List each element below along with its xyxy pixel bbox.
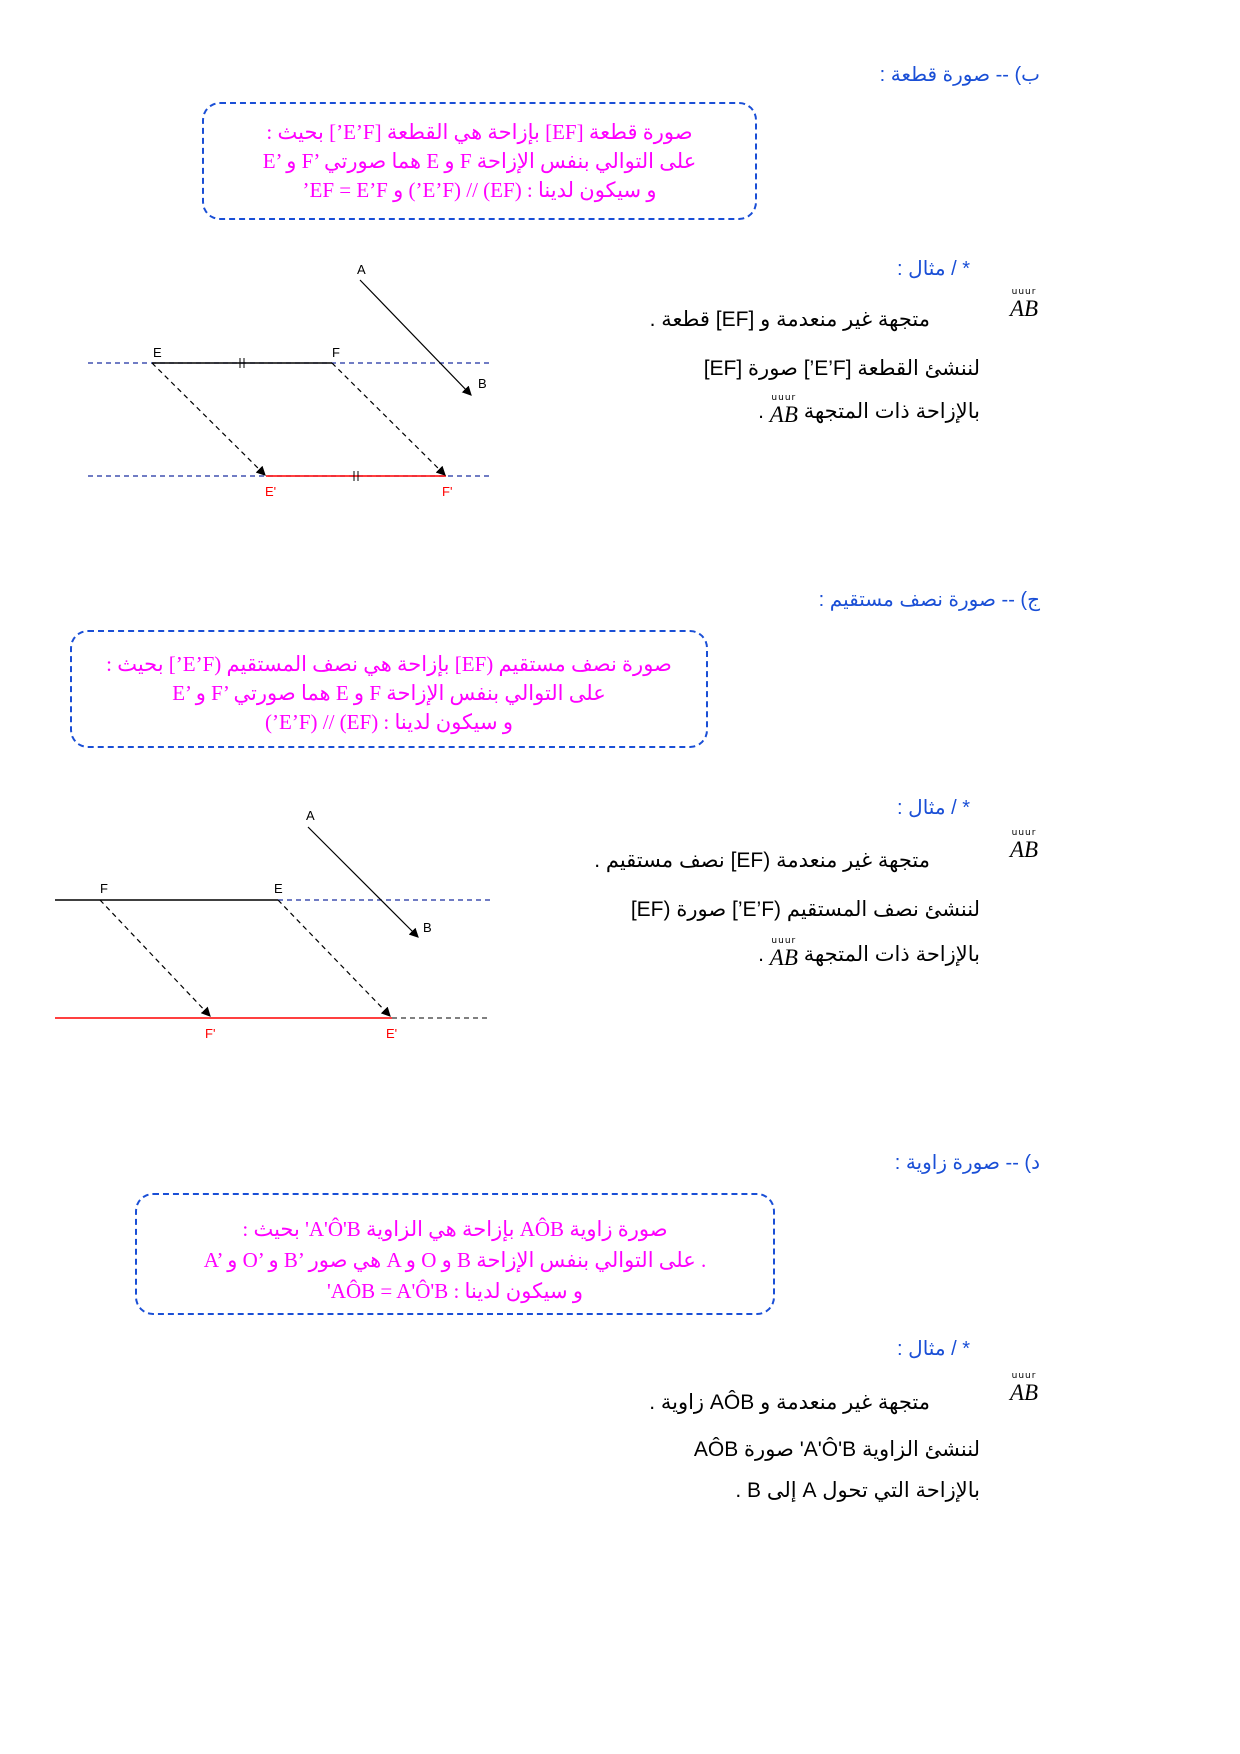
section-d-line-3: بالإزاحة التي تحول A إلى B . [735, 1479, 980, 1502]
section-b-heading: ب) -- صورة قطعة : [879, 64, 1040, 86]
definition-line-3: و سيكون لدينا : AÔB = A'Ô'B' [326, 1279, 583, 1303]
point-e-prime-label: E' [265, 484, 277, 499]
definition-line-1: صورة قطعة [EF] بإزاحة هي القطعة [E’F’] بحيث : [266, 120, 693, 144]
section-d-example-label: * / مثال : [897, 1338, 970, 1360]
definition-line-2: E’ و F’ هما صورتي E و F على التوالي بنفس الإزاحة [172, 681, 606, 705]
point-e-label: E [274, 881, 283, 896]
point-b-label: B [478, 376, 487, 391]
section-c-definition-box [70, 630, 708, 748]
section-b-definition-box [202, 102, 757, 220]
point-e-label: E [153, 345, 162, 360]
vector-ab: uuur AB [1010, 828, 1039, 862]
section-d-line-1: متجهة غير منعدمة و AÔB زاوية . [649, 1391, 930, 1414]
vector-ab: uuur AB [1010, 1371, 1039, 1405]
point-a-label: A [306, 808, 315, 823]
definition-line-2: E’ و F’ هما صورتي E و F على التوالي بنفس الإزاحة [262, 149, 697, 173]
point-a-label: A [357, 262, 366, 277]
section-b-example-label: * / مثال : [897, 258, 970, 280]
section-c-line-2: لننشئ نصف المستقيم (E’F’] صورة (EF] [630, 898, 980, 921]
definition-line-3: و سيكون لدينا : (EF) // (E’F’) [265, 710, 513, 734]
definition-line-2: A’ و O’ و B’ هي صور A و O و B على التوالي بنفس الإزاحة . [203, 1248, 707, 1272]
point-f-label: F [100, 881, 108, 896]
point-f-prime-label: F' [205, 1026, 216, 1041]
vector-ab: uuur AB [1010, 287, 1039, 321]
section-d-line-2: لننشئ الزاوية A'Ô'B' صورة AÔB [693, 1438, 980, 1461]
point-b-label: B [423, 920, 432, 935]
section-c-example-label: * / مثال : [897, 797, 970, 819]
section-b-figure [80, 255, 510, 515]
point-f-label: F [332, 345, 340, 360]
definition-line-1: صورة زاوية AÔB بإزاحة هي الزاوية A'Ô'B' بحيث : [242, 1217, 668, 1241]
section-c-figure [50, 795, 500, 1060]
section-c-heading: ج) -- صورة نصف مستقيم : [818, 589, 1040, 611]
section-b-line-1: متجهة غير منعدمة و [EF] قطعة . [649, 308, 930, 331]
section-b-line-3: بالإزاحة ذات المتجهة uuur AB . [758, 393, 980, 427]
point-f-prime-label: F' [442, 484, 453, 499]
section-b-line-2: لننشئ القطعة [E’F’] صورة [EF] [703, 357, 980, 380]
section-c-line-3: بالإزاحة ذات المتجهة uuur AB . [758, 936, 980, 970]
definition-line-1: صورة نصف مستقيم (EF] بإزاحة هي نصف المستقيم (E’F’] بحيث : [106, 652, 672, 676]
section-d-heading: د) -- صورة زاوية : [894, 1152, 1040, 1174]
point-e-prime-label: E' [386, 1026, 398, 1041]
definition-line-3: و سيكون لدينا : (EF) // (E’F’) و EF = E’F’ [302, 178, 657, 202]
section-d-definition-box [135, 1193, 775, 1315]
section-c-line-1: متجهة غير منعدمة (EF] نصف مستقيم . [594, 849, 930, 872]
